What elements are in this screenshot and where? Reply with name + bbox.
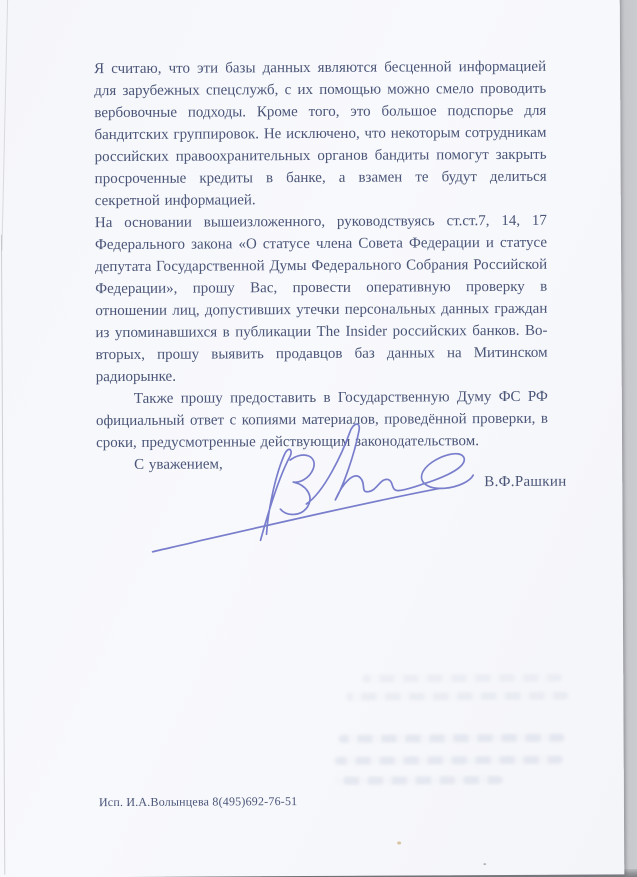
- scan-speck: [483, 863, 486, 865]
- letter-paragraph: Также прошу предоставить в Государственную Думу ФС РФ официальный ответ с копиями материалов, проведённой проверки, в сроки, предусмотренные действующим законодательством.: [95, 388, 548, 452]
- signature-stroke: [306, 423, 473, 504]
- bleedthrough-line: [335, 776, 503, 785]
- bleedthrough-line: [339, 734, 565, 743]
- signature-block: [140, 411, 571, 568]
- letter-paragraph: На основании вышеизложенного, руководствуясь ст.ст.7, 14, 17 Федерального закона «О статусе члена Совета Федерации и статусе депутата Государственной Думы Федерального Собрания Российской Федерации», прошу Вас, провести оперативную проверку в отношении лиц, допустивших утечки персональных данных граждан из упоминавшихся в публикации The Insider российских банков. Во-вторых, прошу выявить продавцов баз данных на Митинском радиорынке.: [94, 212, 548, 386]
- letter-closing: С уважением,: [134, 456, 223, 473]
- bleedthrough-line: [346, 692, 568, 701]
- bleedthrough-line: [362, 674, 562, 683]
- bleedthrough-line: [335, 756, 563, 765]
- paper-edge-line: [1, 0, 8, 251]
- signature-stroke: [280, 455, 314, 515]
- executor-note: Исп. И.А.Волынцева 8(495)692-76-51: [98, 794, 298, 810]
- scan-speck: [397, 842, 401, 845]
- letter-paragraph: Я считаю, что эти базы данных являются бесценной информацией для зарубежных спецслужб, с их помощью можно смело проводить вербовочные подходы. Кроме того, это большое подспорье для бандитских группировок. Не исключено, что некоторым сотрудникам российских правоохранительных органов бандиты помогут закрыть просроченные кредиты в банке, а взамен те будут делиться секретной информацией.: [94, 58, 547, 210]
- bleedthrough-artifact: [326, 670, 567, 791]
- signature-handwriting: [140, 411, 486, 568]
- signature-stroke: [152, 488, 440, 552]
- signatory-name: В.Ф.Рашкин: [484, 473, 567, 491]
- paper-edge-line: [1, 235, 5, 875]
